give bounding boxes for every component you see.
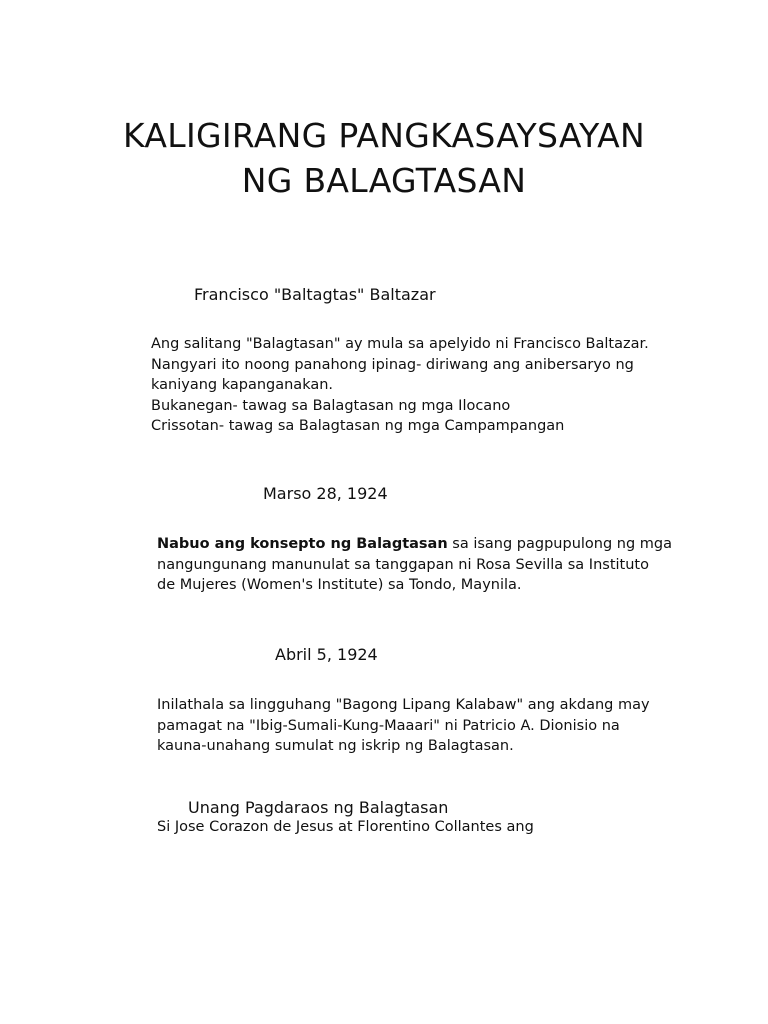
lead-rest: sa isang pagpupulong ng mga [447, 536, 673, 552]
section-heading-baltazar: Francisco "Baltagtas" Baltazar [194, 285, 436, 304]
section-body-abril [157, 695, 650, 757]
body-line: Bukanegan- tawag sa Balagtasan ng mga Ilocano [151, 397, 511, 414]
section-heading-unang-pagdaraos: Unang Pagdaraos ng Balagtasan [188, 798, 449, 817]
section-body-baltazar [151, 334, 649, 437]
body-line: Inilathala sa lingguhang "Bagong Lipang Kalabaw" ang akdang may [157, 697, 650, 713]
body-line: kauna-unahang sumulat ng iskrip ng Balagtasan. [157, 738, 514, 754]
body-line: Si Jose Corazon de Jesus at Florentino Collantes ang [157, 819, 534, 835]
body-line: nangungunang manunulat sa tanggapan ni Rosa Sevilla sa Instituto [157, 556, 649, 573]
section-body-unang-pagdaraos [157, 817, 534, 838]
section-heading-marso: Marso 28, 1924 [263, 484, 388, 503]
body-line: Ang salitang "Balagtasan" ay mula sa apelyido ni Francisco Baltazar. [151, 336, 649, 352]
section-body-marso [157, 534, 672, 596]
body-line: kaniyang kapanganakan. [151, 377, 334, 393]
body-line: Crissotan- tawag sa Balagtasan ng mga Campampangan [151, 418, 565, 434]
body-line [157, 534, 672, 555]
body-line: pamagat na "Ibig-Sumali-Kung-Maaari" ni Patricio A. Dionisio na [157, 717, 620, 734]
title-line-1: KALIGIRANG PANGKASAYSAYAN [123, 116, 645, 155]
body-line: de Mujeres (Women's Institute) sa Tondo, Maynila. [157, 577, 522, 593]
bold-lead: Nabuo ang konsepto ng Balagtasan [157, 536, 448, 552]
section-heading-abril: Abril 5, 1924 [275, 645, 378, 664]
document-title [0, 113, 768, 203]
body-line: Nangyari ito noong panahong ipinag- diriwang ang anibersaryo ng [151, 356, 634, 373]
title-line-2: NG BALAGTASAN [241, 161, 527, 200]
